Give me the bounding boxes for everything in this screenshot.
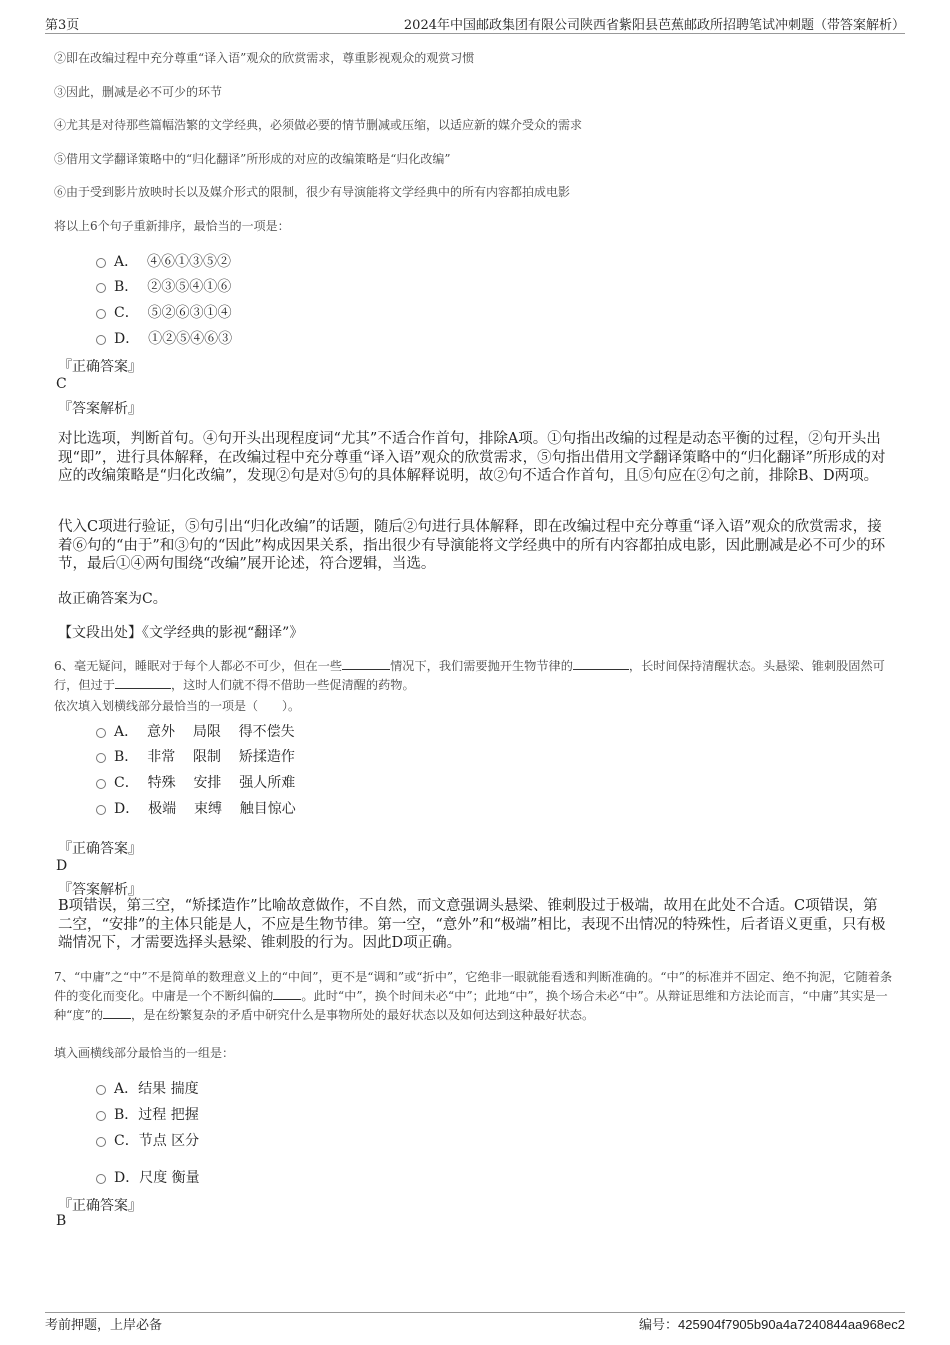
question-prompt: 将以上6个句子重新排序，最恰当的一项是： xyxy=(54,219,290,233)
radio-icon[interactable] xyxy=(96,805,106,815)
option-b[interactable]: B．过程 把握 xyxy=(96,1104,199,1124)
sentence-2: ②即在改编过程中充分尊重“译入语”观众的欣赏需求，尊重影视观众的观赏习惯 xyxy=(54,51,475,65)
blank-line xyxy=(573,657,629,670)
radio-icon[interactable] xyxy=(96,1111,106,1121)
question-6-stem: 6、毫无疑问，睡眠对于每个人都必不可少，但在一些 情况下，我们需要抛开生物节律的 ，长时间保持清醒状态。头悬梁、锥刺股固然可行，但过于 ，这时人们就不得不借助一些促清醒的药物。 xyxy=(54,659,885,692)
radio-icon[interactable] xyxy=(96,1137,106,1147)
blank-line xyxy=(115,676,171,689)
analysis-paragraph-1: 对比选项，判断首句。④句开头出现程度词“尤其”不适合作首句，排除A项。①句指出改编的过程是动态平衡的过程，②句开头出现“即”，进行具体解释，在改编过程中充分尊重“译入语”观众的欣赏需求，⑤句指出借用文学翻译策略中的“归化翻译”所形成的对应的改编策略是“归化改编”，发现②句是对⑤句的具体解释说明，故②句不适合作首句，且⑤句应在②句之前，排除B、D两项。 xyxy=(58,431,886,484)
radio-icon[interactable] xyxy=(96,283,106,293)
option-a[interactable]: A．结果 揣度 xyxy=(96,1078,199,1098)
option-c[interactable]: C． 特殊 安排 强人所难 xyxy=(96,772,295,792)
blank-line xyxy=(103,1006,131,1019)
answer-value: D xyxy=(56,858,68,874)
sentence-6: ⑥由于受到影片放映时长以及媒介形式的限制，很少有导演能将文学经典中的所有内容都拍成电影 xyxy=(54,185,571,199)
blank-line xyxy=(342,657,390,670)
sentence-3: ③因此，删减是必不可少的环节 xyxy=(54,85,223,99)
answer-value: C xyxy=(56,376,67,392)
answer-label: 『正确答案』 xyxy=(58,1198,142,1214)
radio-icon[interactable] xyxy=(96,258,106,268)
analysis-label: 『答案解析』 xyxy=(58,882,142,898)
footer-rule xyxy=(45,1312,905,1313)
question-7-prompt: 填入画横线部分最恰当的一组是： xyxy=(54,1046,235,1060)
blank-line xyxy=(273,987,301,1000)
answer-label: 『正确答案』 xyxy=(58,841,142,857)
question-6-prompt: 依次填入划横线部分最恰当的一项是（ ）。 xyxy=(54,699,301,713)
header-rule xyxy=(45,33,905,34)
radio-icon[interactable] xyxy=(96,779,106,789)
option-c[interactable]: C．节点 区分 xyxy=(96,1130,199,1150)
option-a[interactable]: A． 意外 局限 得不偿失 xyxy=(96,721,295,741)
question-7-stem: 7、“中庸”之“中”不是简单的数理意义上的“中间”，更不是“调和”或“折中”，它绝非一眼就能看透和判断准确的。“中”的标准并不固定、绝不拘泥，它随着条件的变化而变化。中庸是一个不断纠偏的 。此时“中”，换个时间未必“中”；此地“中”，换个场合未必“中”。从辩证思维和方法论而言，“中庸”其实是一种“度”的 ，是在纷繁复杂的矛盾中研究什么是事物所处的最好状态以及如何达到这种最好状态。 xyxy=(54,970,893,1022)
footer-slogan: 考前押题，上岸必备 xyxy=(45,1318,163,1333)
analysis-paragraph-2: 代入C项进行验证，⑤句引出“归化改编”的话题，随后②句进行具体解释，即在改编过程中充分尊重“译入语”观众的欣赏需求，接着⑥句的“由于”和③句的“因此”构成因果关系，指出很少有导演能将文学经典中的所有内容都拍成电影，因此删减是必不可少的环节，最后①④两句围绕“改编”展开论述，符合逻辑，当选。 xyxy=(58,519,886,572)
answer-value: B xyxy=(56,1213,67,1229)
option-c[interactable]: C． ⑤②⑥③①④ xyxy=(96,302,232,322)
option-b[interactable]: B． 非常 限制 矫揉造作 xyxy=(96,746,295,766)
analysis-label: 『答案解析』 xyxy=(58,401,142,417)
page-number: 第3页 xyxy=(45,18,80,33)
analysis-paragraph: B项错误，第三空，“矫揉造作”比喻故意做作，不自然，而文意强调头悬梁、锥刺股过于极端，故用在此处不合适。C项错误，第二空，“安排”的主体只能是人，不应是生物节律。第一空，“意外”和“极端”相比，表现不出情况的特殊性，后者语义更重，只有极端情况下，才需要选择头悬梁、锥刺股的行为。因此D项正确。 xyxy=(58,898,886,951)
option-d[interactable]: D． 极端 束缚 触目惊心 xyxy=(96,798,296,818)
sentence-5: ⑤借用文学翻译策略中的“归化翻译”所形成的对应的改编策略是“归化改编” xyxy=(54,152,451,166)
radio-icon[interactable] xyxy=(96,728,106,738)
option-d[interactable]: D． ①②⑤④⑥③ xyxy=(96,328,232,348)
radio-icon[interactable] xyxy=(96,1174,106,1184)
radio-icon[interactable] xyxy=(96,335,106,345)
document-title: 2024年中国邮政集团有限公司陕西省紫阳县芭蕉邮政所招聘笔试冲刺题（带答案解析） xyxy=(403,18,905,33)
option-a[interactable]: A． ④⑥①③⑤② xyxy=(96,251,231,271)
radio-icon[interactable] xyxy=(96,753,106,763)
analysis-conclusion: 故正确答案为C。 xyxy=(58,591,167,607)
radio-icon[interactable] xyxy=(96,309,106,319)
option-b[interactable]: B． ②③⑤④①⑥ xyxy=(96,276,231,296)
document-code: 编号：425904f7905b90a4a7240844aa968ec2 xyxy=(638,1317,905,1333)
sentence-4: ④尤其是对待那些篇幅浩繁的文学经典，必须做必要的情节删减或压缩，以适应新的媒介受众的需求 xyxy=(54,118,583,132)
radio-icon[interactable] xyxy=(96,1085,106,1095)
option-d[interactable]: D．尺度 衡量 xyxy=(96,1167,200,1187)
source-note: 【文段出处】《文学经典的影视“翻译”》 xyxy=(58,625,304,641)
answer-label: 『正确答案』 xyxy=(58,359,142,375)
